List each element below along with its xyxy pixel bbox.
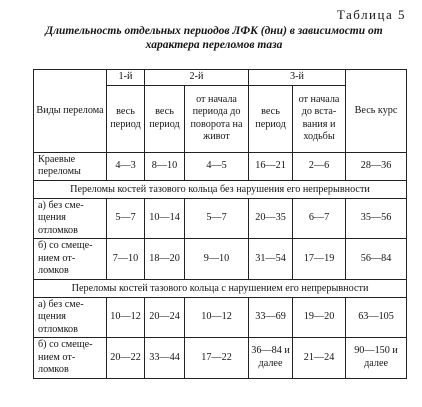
- section-heading: Переломы костей тазового кольца без нарушения его непрерывности: [34, 180, 407, 198]
- table-cell: 4—3: [107, 152, 145, 180]
- table-row: [34, 338, 407, 379]
- table-cell: 90—150 и далее: [346, 338, 407, 379]
- table-title: [14, 24, 414, 52]
- table-cell: 56—84: [346, 239, 407, 280]
- table-cell: 21—24: [293, 338, 346, 379]
- header-fracture-type: Виды перелома: [34, 70, 107, 153]
- header-period-1: 1-й: [107, 70, 145, 86]
- section-heading: Переломы костей тазового кольца с нарушением его непрерывности: [34, 279, 407, 297]
- table-cell: 10—12: [107, 297, 145, 338]
- table-cell: 63—105: [346, 297, 407, 338]
- table-cell: 20—24: [145, 297, 185, 338]
- header-p2-whole: весь период: [145, 85, 185, 152]
- header-p1-whole: весь период: [107, 85, 145, 152]
- table-cell: 5—7: [107, 198, 145, 239]
- header-period-3: 3-й: [249, 70, 346, 86]
- header-total-course: Весь курс: [346, 70, 407, 153]
- table-cell: 6—7: [293, 198, 346, 239]
- header-row-periods: [34, 70, 407, 86]
- row-label: Краевые переломы: [34, 152, 107, 180]
- table-cell: 17—22: [185, 338, 249, 379]
- table-title-line-1: Длительность отдельных периодов ЛФК (дни) в зависимости от: [45, 25, 383, 37]
- table-number-label: Таблица 5: [336, 7, 406, 22]
- table-cell: 28—36: [346, 152, 407, 180]
- header-period-2: 2-й: [145, 70, 249, 86]
- table-row: [34, 152, 407, 180]
- row-label: б) со смеще-нием от-ломков: [34, 239, 107, 280]
- table-cell: 2—6: [293, 152, 346, 180]
- table-cell: 33—69: [249, 297, 293, 338]
- table-cell: 4—5: [185, 152, 249, 180]
- table-cell: 10—12: [185, 297, 249, 338]
- table-title-line-2: характера переломов таза: [145, 39, 283, 51]
- header-p2-until-turn: от начала периода до поворота на живот: [185, 85, 249, 152]
- table-cell: 19—20: [293, 297, 346, 338]
- table-cell: 20—22: [107, 338, 145, 379]
- table-cell: 33—44: [145, 338, 185, 379]
- table-cell: 8—10: [145, 152, 185, 180]
- table-row: [34, 239, 407, 280]
- section-row: [34, 180, 407, 198]
- table-cell: 7—10: [107, 239, 145, 280]
- row-label: а) без сме-щения отломков: [34, 198, 107, 239]
- table-cell: 9—10: [185, 239, 249, 280]
- header-p3-until-walking: от начала до вста-вания и ходьбы: [293, 85, 346, 152]
- section-row: [34, 279, 407, 297]
- table-cell: 18—20: [145, 239, 185, 280]
- table-cell: 20—35: [249, 198, 293, 239]
- table-cell: 35—56: [346, 198, 407, 239]
- table-cell: 36—84 и далее: [249, 338, 293, 379]
- header-p3-whole: весь период: [249, 85, 293, 152]
- table-cell: 31—54: [249, 239, 293, 280]
- table-cell: 17—19: [293, 239, 346, 280]
- row-label: а) без сме-щения отломков: [34, 297, 107, 338]
- table-cell: 16—21: [249, 152, 293, 180]
- table-row: [34, 297, 407, 338]
- row-label: б) со смеще-нием от-ломков: [34, 338, 107, 379]
- table-cell: 5—7: [185, 198, 249, 239]
- table-row: [34, 198, 407, 239]
- table-cell: 10—14: [145, 198, 185, 239]
- lfk-periods-table: [33, 69, 407, 379]
